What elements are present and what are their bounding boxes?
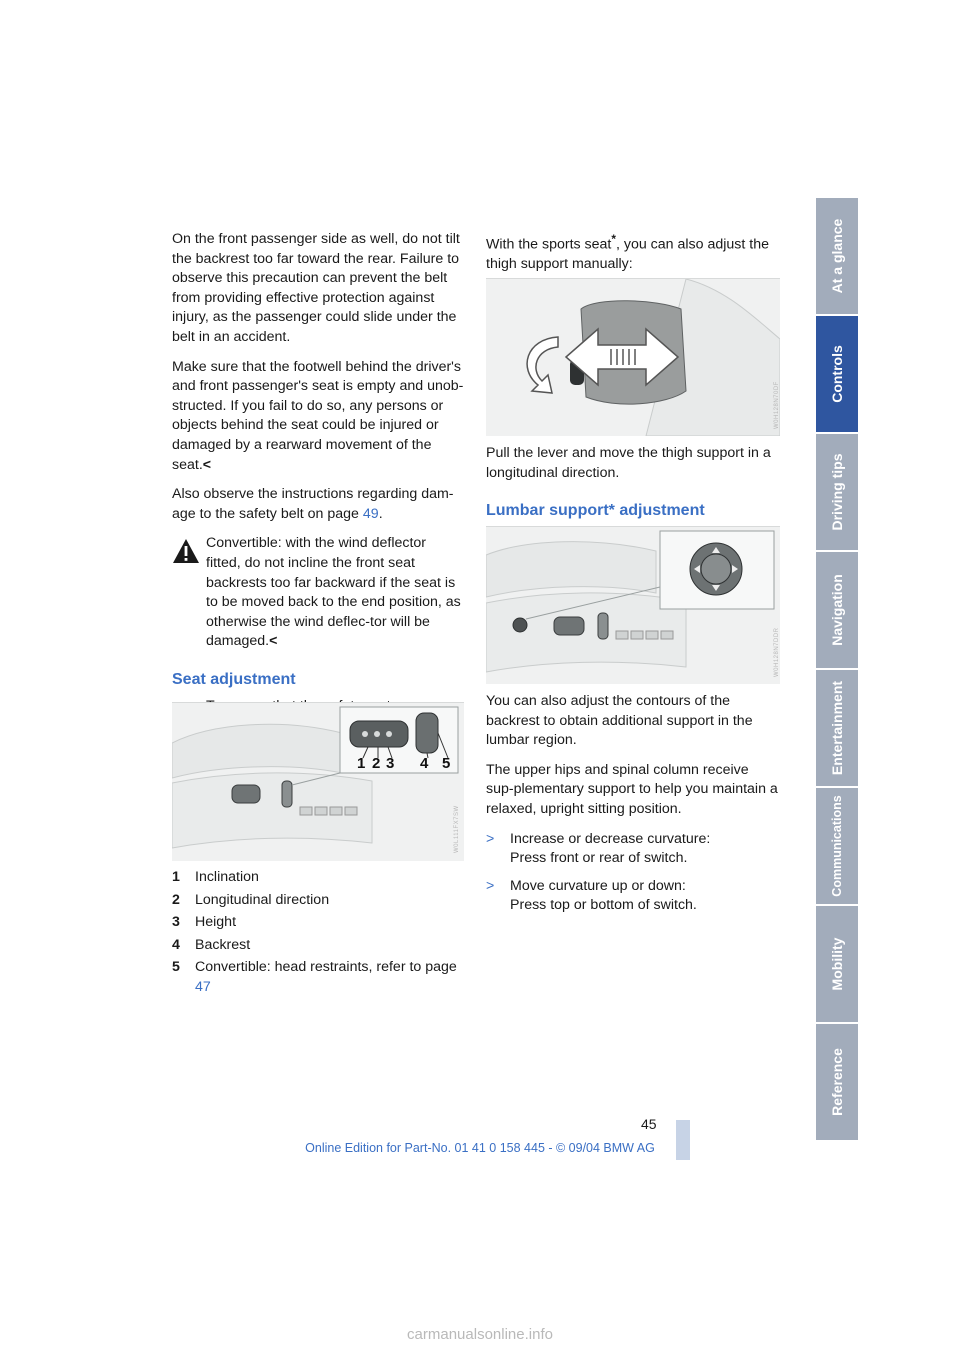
watermark: carmanualsonline.info bbox=[407, 1326, 553, 1343]
tab-mobility[interactable]: Mobility bbox=[816, 906, 858, 1024]
figure-seat-controls bbox=[172, 702, 464, 861]
footer-edition: Online Edition for Part-No. 01 41 0 158 445 - © 09/04 BMW AG bbox=[305, 1141, 655, 1155]
figure-label-3: 3 bbox=[386, 755, 395, 772]
tab-at-a-glance[interactable]: At a glance bbox=[816, 198, 858, 316]
seat-switches-illustration bbox=[172, 703, 464, 861]
heading-lumbar-support: Lumbar support* adjustment bbox=[486, 502, 705, 520]
tab-driving-tips[interactable]: Driving tips bbox=[816, 434, 858, 552]
figure-label-2: 2 bbox=[372, 755, 381, 772]
figure-thigh-support bbox=[486, 278, 780, 436]
list-item: 4 Backrest bbox=[172, 936, 251, 953]
figure-label-1: 1 bbox=[357, 755, 366, 772]
section-tabs bbox=[816, 198, 858, 1142]
list-item: 3 Height bbox=[172, 914, 237, 931]
seat-adjustment-legend bbox=[172, 868, 464, 1001]
paragraph-safety-belt: Also observe the instructions regarding dam-age to the safety belt on page 49. bbox=[172, 486, 454, 522]
figure-code: W0H128N70DF bbox=[774, 381, 780, 429]
right-column-middle bbox=[486, 444, 780, 529]
figure-label-5: 5 bbox=[442, 755, 451, 772]
thigh-support-illustration bbox=[486, 279, 780, 436]
page-link-49[interactable]: 49 bbox=[362, 505, 379, 522]
optional-star: * bbox=[611, 232, 616, 246]
list-item: 1 Inclination bbox=[172, 869, 259, 885]
page-number: 45 bbox=[641, 1116, 657, 1132]
paragraph-backrest-contours: You can also adjust the contours of the backrest to obtain additional support in the lumbar region. bbox=[486, 693, 753, 749]
paragraph-footwell: Make sure that the footwell behind the driver's and front passenger's seat is empty and unob-structed. If you fail to do so, any persons or objects behind the seat could be injured or damaged by a rearward movement of the seat.< bbox=[172, 358, 464, 473]
paragraph-thigh-lever: Pull the lever and move the thigh support in a longitudinal direction. bbox=[486, 445, 771, 481]
warning-text: Convertible: with the wind deflector fitted, do not incline the front seat backrests too far backward if the seat is to be moved back to the end position, as otherwise the wind deflec-tor will be damaged.< bbox=[206, 535, 461, 650]
paragraph-spinal-support: The upper hips and spinal column receive sup-plementary support to help you maintain a relaxed, upright sitting position. bbox=[486, 761, 778, 817]
end-mark: < bbox=[202, 456, 212, 473]
figure-lumbar-support bbox=[486, 526, 780, 684]
list-item: > Increase or decrease curvature: Press front or rear of switch. bbox=[486, 830, 711, 867]
paragraph-passenger-backrest: On the front passenger side as well, do not tilt the backrest too far toward the rear. Failure to observe this precaution can prevent the belt from providing effective protection against injury, as the passenger could slide under the belt in an accident. bbox=[172, 231, 460, 345]
right-column-top bbox=[486, 230, 780, 285]
page-link-47[interactable]: 47 bbox=[195, 978, 211, 995]
lumbar-switch-illustration bbox=[486, 527, 780, 684]
tab-communications[interactable]: Communications bbox=[816, 788, 858, 906]
figure-code: W0L111FX7SW bbox=[454, 805, 460, 853]
right-column-bottom bbox=[486, 692, 780, 924]
figure-code: W0H128N7DDR bbox=[774, 627, 780, 677]
tab-reference[interactable]: Reference bbox=[816, 1024, 858, 1142]
tab-navigation[interactable]: Navigation bbox=[816, 552, 858, 670]
heading-seat-adjustment: Seat adjustment bbox=[172, 670, 296, 688]
list-item: 5 Convertible: head restraints, refer to page 47 bbox=[172, 959, 457, 995]
tab-controls[interactable]: Controls bbox=[816, 316, 858, 434]
warning-wind-deflector bbox=[172, 534, 464, 652]
list-item: > Move curvature up or down: Press top or bottom of switch. bbox=[486, 877, 697, 914]
tab-entertainment[interactable]: Entertainment bbox=[816, 670, 858, 788]
figure-label-4: 4 bbox=[420, 755, 429, 772]
list-item: 2 Longitudinal direction bbox=[172, 891, 330, 908]
paragraph-sports-seat: With the sports seat*, you can also adjust the thigh support manually: bbox=[486, 232, 769, 273]
warning-triangle-icon bbox=[172, 538, 200, 564]
